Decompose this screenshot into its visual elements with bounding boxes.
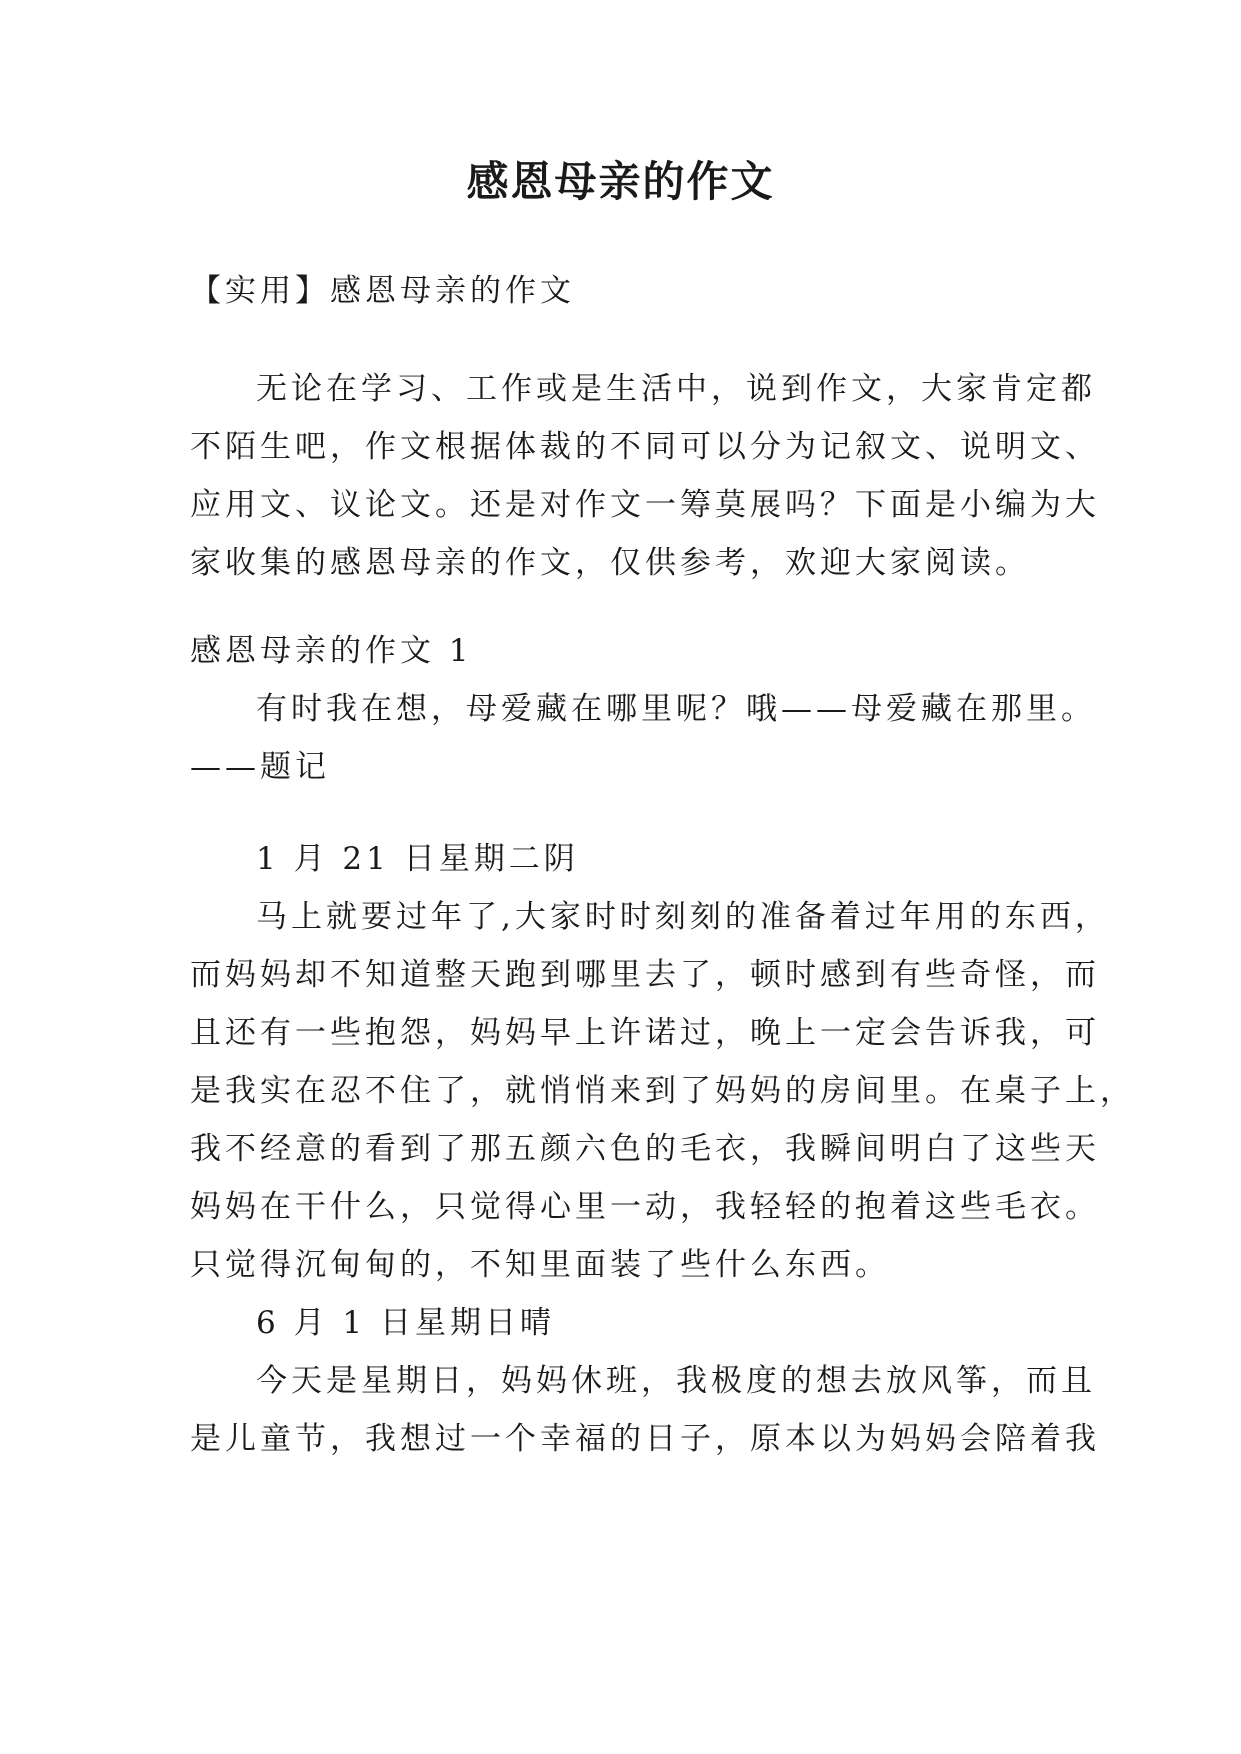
epigraph-line: ——题记 <box>190 749 330 785</box>
entry-line: 且还有一些抱怨，妈妈早上许诺过，晚上一定会告诉我，可 <box>190 1015 1100 1051</box>
entry-line: 马上就要过年了,大家时时刻刻的准备着过年用的东西， <box>256 899 1110 935</box>
document-title: 感恩母亲的作文 <box>466 157 775 206</box>
entry-line: 今天是星期日，妈妈休班，我极度的想去放风筝，而且 <box>256 1363 1096 1399</box>
intro-line: 家收集的感恩母亲的作文，仅供参考，欢迎大家阅读。 <box>190 545 1030 581</box>
intro-paragraph <box>190 360 1100 592</box>
entry-line: 是儿童节，我想过一个幸福的日子，原本以为妈妈会陪着我 <box>190 1421 1100 1457</box>
epigraph-line: 有时我在想，母爱藏在哪里呢？哦——母爱藏在那里。 <box>256 691 1096 727</box>
intro-line: 应用文、议论文。还是对作文一筹莫展吗？下面是小编为大 <box>190 487 1100 523</box>
subtitle-text: 【实用】感恩母亲的作文 <box>190 273 575 309</box>
entry-line: 我不经意的看到了那五颜六色的毛衣，我瞬间明白了这些天 <box>190 1131 1100 1167</box>
document-subtitle <box>190 262 1090 320</box>
section-heading-text: 感恩母亲的作文 1 <box>190 633 473 669</box>
diary-entry-2 <box>190 1294 1100 1468</box>
diary-entry-1 <box>190 830 1135 1294</box>
epigraph <box>190 680 1096 796</box>
entry-line: 只觉得沉甸甸的，不知里面装了些什么东西。 <box>190 1247 890 1283</box>
intro-line: 不陌生吧，作文根据体裁的不同可以分为记叙文、说明文、 <box>190 429 1100 465</box>
entry-date: 6 月 1 日星期日晴 <box>256 1305 556 1341</box>
entry-line: 妈妈在干什么，只觉得心里一动，我轻轻的抱着这些毛衣。 <box>190 1189 1100 1225</box>
entry-line: 是我实在忍不住了，就悄悄来到了妈妈的房间里。在桌子上， <box>190 1073 1135 1109</box>
section-heading <box>190 622 1090 680</box>
intro-line: 无论在学习、工作或是生活中，说到作文，大家肯定都 <box>256 371 1096 407</box>
entry-date: 1 月 21 日星期二阴 <box>256 841 579 877</box>
entry-line: 而妈妈却不知道整天跑到哪里去了，顿时感到有些奇怪，而 <box>190 957 1100 993</box>
